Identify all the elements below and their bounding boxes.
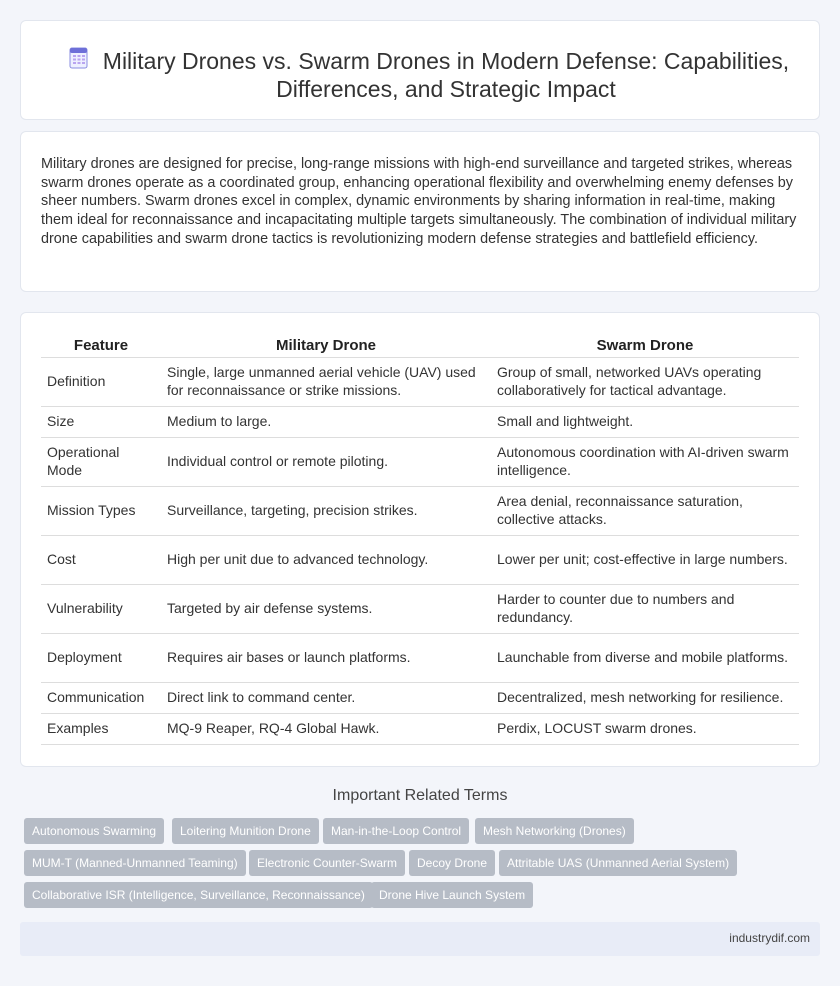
feature-cell: Cost bbox=[41, 535, 161, 584]
military-cell: High per unit due to advanced technology. bbox=[161, 535, 491, 584]
related-term-tag[interactable]: Mesh Networking (Drones) bbox=[475, 818, 634, 844]
header-military-drone: Military Drone bbox=[161, 333, 491, 357]
feature-cell: Deployment bbox=[41, 633, 161, 682]
feature-cell: Communication bbox=[41, 682, 161, 713]
table-row bbox=[41, 486, 799, 535]
swarm-cell: Group of small, networked UAVs operating collaboratively for tactical advantage. bbox=[491, 357, 799, 406]
page-title: Military Drones vs. Swarm Drones in Modern Defense: Capabilities, Differences, and Strategic Impact bbox=[102, 48, 790, 102]
related-term-tag[interactable]: Man-in-the-Loop Control bbox=[323, 818, 469, 844]
header-swarm-drone: Swarm Drone bbox=[491, 333, 799, 357]
table-row bbox=[41, 713, 799, 744]
comparison-table bbox=[41, 333, 799, 745]
intro-card bbox=[20, 131, 820, 292]
swarm-cell: Lower per unit; cost-effective in large numbers. bbox=[491, 535, 799, 584]
table-row bbox=[41, 682, 799, 713]
military-cell: Targeted by air defense systems. bbox=[161, 584, 491, 633]
military-cell: Requires air bases or launch platforms. bbox=[161, 633, 491, 682]
military-cell: MQ-9 Reaper, RQ-4 Global Hawk. bbox=[161, 713, 491, 744]
related-term-tag[interactable]: Decoy Drone bbox=[409, 850, 495, 876]
feature-cell: Examples bbox=[41, 713, 161, 744]
feature-cell: Operational Mode bbox=[41, 437, 161, 486]
feature-cell: Vulnerability bbox=[41, 584, 161, 633]
feature-cell: Mission Types bbox=[41, 486, 161, 535]
footer bbox=[20, 922, 820, 956]
related-term-tag[interactable]: Autonomous Swarming bbox=[24, 818, 164, 844]
military-cell: Direct link to command center. bbox=[161, 682, 491, 713]
swarm-cell: Decentralized, mesh networking for resilience. bbox=[491, 682, 799, 713]
related-term-tag[interactable]: Collaborative ISR (Intelligence, Surveillance, Reconnaissance) bbox=[24, 882, 373, 908]
related-term-tag[interactable]: Drone Hive Launch System bbox=[371, 882, 533, 908]
swarm-cell: Launchable from diverse and mobile platforms. bbox=[491, 633, 799, 682]
swarm-cell: Autonomous coordination with AI-driven swarm intelligence. bbox=[491, 437, 799, 486]
related-term-tag[interactable]: Loitering Munition Drone bbox=[172, 818, 319, 844]
related-term-tag[interactable]: Electronic Counter-Swarm bbox=[249, 850, 405, 876]
footer-site-link[interactable]: industrydif.com bbox=[729, 931, 810, 945]
header-feature: Feature bbox=[41, 333, 161, 357]
document-icon bbox=[67, 46, 91, 70]
military-cell: Single, large unmanned aerial vehicle (UAV) used for reconnaissance or strike missions. bbox=[161, 357, 491, 406]
feature-cell: Definition bbox=[41, 357, 161, 406]
military-cell: Medium to large. bbox=[161, 406, 491, 437]
feature-cell: Size bbox=[41, 406, 161, 437]
table-row bbox=[41, 437, 799, 486]
header-card bbox=[20, 20, 820, 120]
swarm-cell: Area denial, reconnaissance saturation, collective attacks. bbox=[491, 486, 799, 535]
table-row bbox=[41, 633, 799, 682]
comparison-table-card bbox=[20, 312, 820, 767]
table-row bbox=[41, 584, 799, 633]
table-row bbox=[41, 535, 799, 584]
military-cell: Surveillance, targeting, precision strikes. bbox=[161, 486, 491, 535]
related-term-tag[interactable]: MUM-T (Manned-Unmanned Teaming) bbox=[24, 850, 246, 876]
table-row bbox=[41, 406, 799, 437]
swarm-cell: Small and lightweight. bbox=[491, 406, 799, 437]
swarm-cell: Perdix, LOCUST swarm drones. bbox=[491, 713, 799, 744]
swarm-cell: Harder to counter due to numbers and redundancy. bbox=[491, 584, 799, 633]
table-row bbox=[41, 357, 799, 406]
table-header-row bbox=[41, 333, 799, 357]
military-cell: Individual control or remote piloting. bbox=[161, 437, 491, 486]
related-terms-title: Important Related Terms bbox=[332, 787, 508, 804]
intro-paragraph: Military drones are designed for precise, long-range missions with high-end surveillance and targeted strikes, whereas swarm drones operate as a coordinated group, enhancing operational flexibility and overwhelming enemy defenses by sheer numbers. Swarm drones excel in complex, dynamic environments by sharing information in real-time, making them ideal for reconnaissance and incapacitating multiple targets simultaneously. The combination of individual military drone capabilities and swarm drone tactics is revolutionizing modern defense strategies and battlefield efficiency. bbox=[41, 156, 797, 247]
related-term-tag[interactable]: Attritable UAS (Unmanned Aerial System) bbox=[499, 850, 737, 876]
